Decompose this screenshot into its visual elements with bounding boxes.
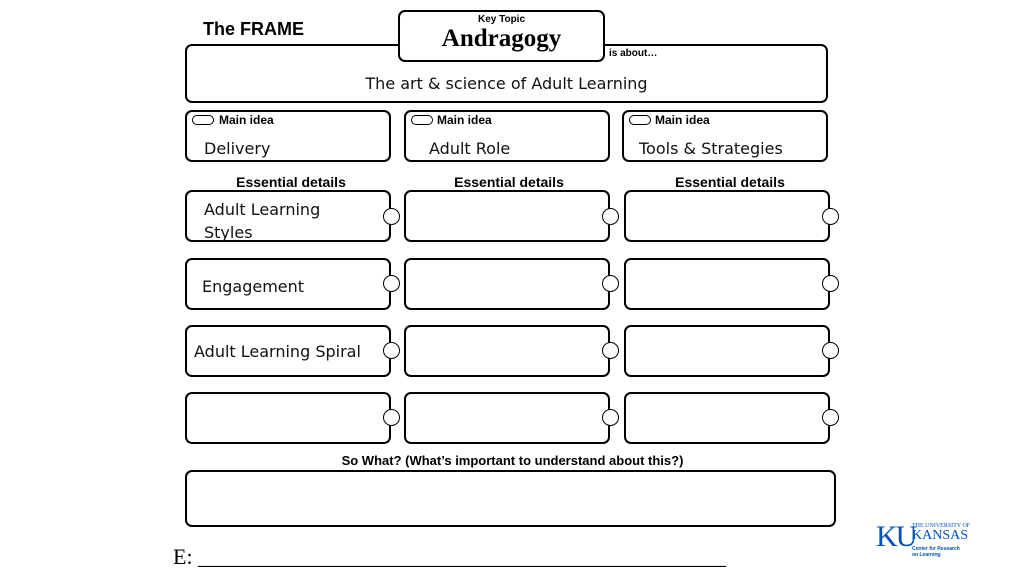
main-idea-value: Tools & Strategies: [639, 139, 783, 158]
connector-knob-icon: [383, 208, 400, 225]
main-idea-pill-icon: [192, 115, 214, 125]
detail-value: Adult Learning Spiral: [194, 342, 361, 361]
main-idea-box-2[interactable]: [404, 110, 610, 162]
connector-knob-icon: [383, 409, 400, 426]
so-what-label: So What? (What’s important to understand about this?): [341, 453, 684, 468]
main-idea-label: Main idea: [655, 113, 710, 127]
essential-details-header-3: Essential details: [675, 174, 785, 190]
connector-knob-icon: [822, 275, 839, 292]
connector-knob-icon: [383, 342, 400, 359]
ku-logo-line2: KANSAS: [912, 528, 969, 543]
detail-box-r4-c1[interactable]: [185, 392, 391, 444]
detail-box-r3-c2[interactable]: [404, 325, 610, 377]
so-what-box[interactable]: [185, 470, 836, 527]
detail-value: Adult Learning Styles: [204, 200, 321, 242]
essential-details-header-1: Essential details: [236, 174, 346, 190]
connector-knob-icon: [602, 208, 619, 225]
detail-box-r2-c2[interactable]: [404, 258, 610, 310]
connector-knob-icon: [822, 342, 839, 359]
detail-box-r1-c3[interactable]: [624, 190, 830, 242]
detail-box-r4-c3[interactable]: [624, 392, 830, 444]
ku-logo: [876, 522, 976, 566]
detail-box-r1-c2[interactable]: [404, 190, 610, 242]
connector-knob-icon: [602, 409, 619, 426]
main-idea-pill-icon: [629, 115, 651, 125]
detail-box-r2-c3[interactable]: [624, 258, 830, 310]
detail-box-r2-c1[interactable]: [185, 258, 391, 310]
connector-knob-icon: [822, 409, 839, 426]
main-idea-label: Main idea: [437, 113, 492, 127]
detail-box-r3-c3[interactable]: [624, 325, 830, 377]
is-about-label: is about…: [609, 48, 658, 59]
extension-line: E: ________________________________________________: [173, 544, 727, 569]
detail-value: Engagement: [202, 277, 305, 296]
key-topic-box[interactable]: [398, 10, 605, 62]
detail-box-r3-c1[interactable]: [185, 325, 391, 377]
essential-details-header-2: Essential details: [454, 174, 564, 190]
connector-knob-icon: [602, 275, 619, 292]
main-idea-box-3[interactable]: [622, 110, 828, 162]
key-topic-label: Key Topic: [477, 14, 526, 25]
frame-title: The FRAME: [203, 19, 304, 39]
main-idea-box-1[interactable]: [185, 110, 391, 162]
main-idea-value: Adult Role: [429, 139, 511, 158]
main-idea-pill-icon: [411, 115, 433, 125]
ku-logo-line1: THE UNIVERSITY OF: [912, 523, 971, 529]
main-idea-value: Delivery: [204, 139, 271, 158]
ku-logo-line3: Center for Research: [912, 546, 960, 552]
key-topic-value: Andragogy: [441, 25, 562, 52]
connector-knob-icon: [383, 275, 400, 292]
detail-box-r4-c2[interactable]: [404, 392, 610, 444]
ku-logo-line4: on Learning: [912, 552, 941, 558]
ku-logo-mark: KU: [876, 520, 916, 553]
detail-box-r1-c1[interactable]: [185, 190, 391, 242]
main-idea-label: Main idea: [219, 113, 274, 127]
connector-knob-icon: [822, 208, 839, 225]
connector-knob-icon: [602, 342, 619, 359]
is-about-value: The art & science of Adult Learning: [365, 74, 648, 93]
